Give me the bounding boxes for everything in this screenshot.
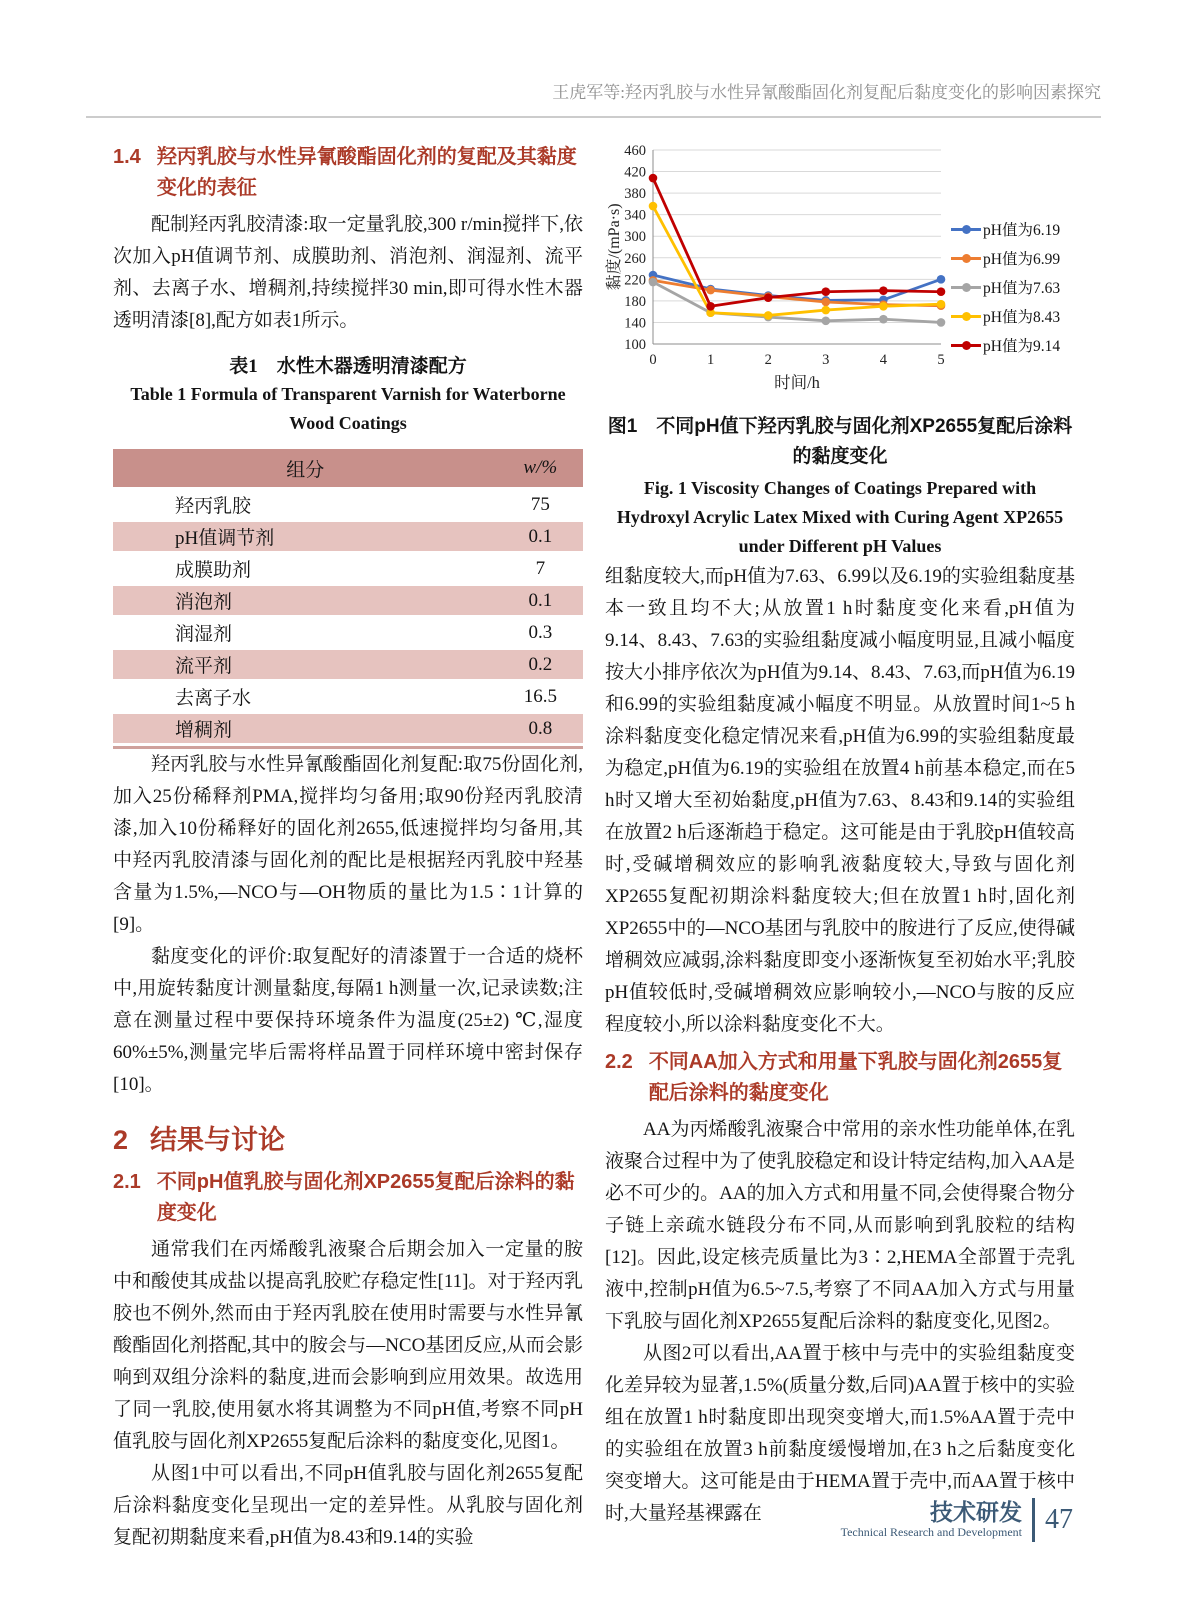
wpercent-cell: 0.1 — [498, 586, 583, 615]
section-number: 2 — [113, 1125, 129, 1155]
legend-marker-icon — [951, 315, 981, 318]
svg-text:140: 140 — [624, 315, 646, 332]
table-row — [113, 714, 583, 743]
svg-text:180: 180 — [624, 293, 646, 310]
svg-text:420: 420 — [624, 164, 646, 181]
data-point — [649, 278, 658, 287]
table1-header-wpercent: w/% — [498, 449, 583, 487]
svg-text:460: 460 — [624, 143, 646, 159]
legend-label: pH值为6.19 — [983, 222, 1061, 239]
legend-item — [951, 247, 1060, 269]
section-number: 1.4 — [113, 146, 141, 168]
paragraph: 组黏度较大,而pH值为7.63、6.99以及6.19的实验组黏度基本一致且均不大;从放置1 h时黏度变化来看,pH值为9.14、8.43、7.63的实验组黏度减小幅度明显,且减小幅度按大小排序依次为pH值为9.14、8.43、7.63,而pH值为6.19和6.99的实验组黏度减小幅度不明显。从放置时间1~5 h涂料黏度变化稳定情况来看,pH值为6.99的实验组黏度最为稳定,pH值为6.19的实验组在放置4 h前基本稳定,而在5 h时又增大至初始黏度,pH值为7.63、8.43和9.14的实验组在放置2 h后逐渐趋于稳定。这可能是由于乳胶pH值较高时,受碱增稠效应的影响乳液黏度较大,导致与固化剂XP2655复配初期涂料黏度较大;但在放置1 h时,固化剂XP2655中的—NCO基团与乳胶中的胺进行了反应,使得碱增稠效应减弱,涂料黏度即变小逐渐恢复至初始水平;乳胶pH值较低时,受碱增稠效应影响较小,—NCO与胺的反应程度较小,所以涂料黏度变化不大。 — [605, 566, 1075, 1035]
legend-marker-icon — [951, 257, 981, 260]
svg-text:5: 5 — [937, 352, 945, 368]
paragraph: 羟丙乳胶与水性异氰酸酯固化剂复配:取75份固化剂,加入25份稀释剂PMA,搅拌均匀备用;取90份羟丙乳胶清漆,加入10份稀释好的固化剂2655,低速搅拌均匀备用,其中羟丙乳胶清漆与固化剂的配比是根据羟丙乳胶中羟基含量为1.5%,—NCO与—OH物质的量比为1.5∶1计算的[9]。 — [113, 754, 583, 935]
figure1-caption-en: Fig. 1 Viscosity Changes of Coatings Prepared with Hydroxyl Acrylic Latex Mixed with Curing Agent XP2655 under Different pH Values — [616, 478, 1064, 556]
two-column-content — [113, 136, 1075, 1554]
data-point — [937, 275, 946, 284]
svg-text:300: 300 — [624, 229, 646, 246]
svg-text:2: 2 — [764, 352, 772, 368]
legend-dot-icon — [962, 225, 971, 234]
footer-labels — [841, 1500, 1032, 1540]
data-point — [879, 302, 888, 311]
legend-dot-icon — [962, 283, 971, 292]
footer-section-en: Technical Research and Development — [840, 1525, 1022, 1539]
data-point — [822, 306, 831, 315]
chart-legend — [951, 218, 1060, 356]
table-row — [113, 490, 583, 519]
figure1-caption-cn: 图1 不同pH值下羟丙乳胶与固化剂XP2655复配后涂料的黏度变化 — [607, 416, 1073, 467]
table-row — [113, 618, 583, 647]
paragraph: 配制羟丙乳胶清漆:取一定量乳胶,300 r/min搅拌下,依次加入pH值调节剂、成膜助剂、消泡剂、润湿剂、流平剂、去离子水、增稠剂,持续搅拌30 min,即可得水性木器透明清漆[8],配方如表1所示。 — [113, 214, 583, 331]
table-row — [113, 650, 583, 679]
running-head: 王虎军等:羟丙乳胶与水性异氰酸酯固化剂复配后黏度变化的影响因素探究 — [86, 78, 1101, 118]
legend-dot-icon — [962, 341, 971, 350]
data-point — [822, 298, 831, 307]
page-footer — [841, 1498, 1073, 1542]
data-point — [764, 311, 773, 320]
legend-label: pH值为6.99 — [983, 251, 1061, 268]
legend-item — [951, 334, 1060, 356]
svg-text:3: 3 — [822, 352, 830, 368]
wpercent-cell: 0.3 — [528, 621, 553, 643]
wpercent-cell: 0.1 — [498, 522, 583, 551]
table1-caption-cn: 表1 水性木器透明清漆配方 — [229, 356, 467, 377]
section-heading-2 — [113, 1123, 583, 1157]
data-point — [937, 300, 946, 309]
legend-item — [951, 276, 1060, 298]
section-heading-2-1 — [113, 1167, 583, 1229]
table1-header-row — [113, 449, 583, 487]
paragraph: 黏度变化的评价:取复配好的清漆置于一合适的烧杯中,用旋转黏度计测量黏度,每隔1 h测量一次,记录读数;注意在测量过程中要保持环境条件为温度(25±2) ℃,湿度60%±5%,测量完毕后需将样品置于同样环境中密封保存[10]。 — [113, 946, 583, 1095]
svg-text:0: 0 — [649, 352, 657, 368]
svg-text:260: 260 — [624, 250, 646, 267]
wpercent-cell: 0.8 — [498, 714, 583, 743]
component-cell: 流平剂 — [113, 650, 498, 679]
data-point — [822, 287, 831, 296]
table1-caption-en-line1: Table 1 Formula of Transparent Varnish for Waterborne — [130, 384, 566, 404]
data-point — [937, 318, 946, 327]
legend-item — [951, 218, 1060, 240]
data-point — [822, 317, 831, 326]
section-heading-1-4 — [113, 142, 583, 204]
figure1-line-chart — [605, 140, 1075, 398]
legend-label: pH值为8.43 — [983, 309, 1061, 326]
svg-text:4: 4 — [879, 352, 888, 368]
wpercent-cell: 7 — [535, 557, 546, 579]
legend-label: pH值为7.63 — [983, 280, 1061, 297]
component-cell: pH值调节剂 — [113, 522, 498, 551]
component-cell: 增稠剂 — [113, 714, 498, 743]
paragraph: 从图2可以看出,AA置于核中与壳中的实验组黏度变化差异较为显著,1.5%(质量分数,后同)AA置于核中的实验组在放置1 h时黏度即出现突变增大,而1.5%AA置于壳中的实验组在放置3 h前黏度缓慢增加,在3 h之后黏度变化突变增大。这可能是由于HEMA置于壳中,而AA置于核中时,大量羟基裸露在 — [605, 1343, 1075, 1524]
svg-text:340: 340 — [624, 207, 646, 224]
svg-text:380: 380 — [624, 186, 646, 203]
data-point — [764, 293, 773, 302]
paragraph: 从图1中可以看出,不同pH值乳胶与固化剂2655复配后涂料黏度变化呈现出一定的差异性。从乳胶与固化剂复配初期黏度来看,pH值为8.43和9.14的实验 — [113, 1463, 583, 1548]
table-row — [113, 682, 583, 711]
data-point — [879, 286, 888, 295]
component-cell: 消泡剂 — [113, 586, 498, 615]
x-axis-label: 时间/h — [774, 373, 820, 392]
data-point — [879, 315, 888, 324]
legend-marker-icon — [951, 286, 981, 289]
data-point — [706, 302, 715, 311]
wpercent-cell: 0.2 — [498, 650, 583, 679]
legend-label: pH值为9.14 — [983, 338, 1061, 355]
section-title: 结果与讨论 — [150, 1125, 286, 1155]
viscosity-chart-svg — [605, 140, 953, 398]
data-point — [706, 286, 715, 295]
data-point — [649, 202, 658, 211]
data-point — [649, 174, 658, 183]
component-cell: 羟丙乳胶 — [175, 496, 252, 517]
table-row — [113, 586, 583, 615]
svg-text:100: 100 — [624, 337, 646, 353]
left-column — [113, 136, 583, 1554]
section-number: 2.1 — [113, 1171, 141, 1193]
paragraph: AA为丙烯酸乳液聚合中常用的亲水性功能单体,在乳液聚合过程中为了使乳胶稳定和设计特定结构,加入AA是必不可少的。AA的加入方式和用量不同,会使得聚合物分子链上亲疏水链段分布不同,从而影响到乳胶粒的结构[12]。因此,设定核壳质量比为3∶2,HEMA全部置于壳乳液中,控制pH值为6.5~7.5,考察了不同AA加入方式与用量下乳胶与固化剂XP2655复配后涂料的黏度变化,见图2。 — [605, 1119, 1075, 1332]
svg-text:1: 1 — [706, 352, 715, 368]
page-number: 47 — [1045, 1504, 1073, 1535]
paragraph: 通常我们在丙烯酸乳液聚合后期会加入一定量的胺中和酸使其成盐以提高乳胶贮存稳定性[11]。对于羟丙乳胶也不例外,然而由于羟丙乳胶在使用时需要与水性异氰酸酯固化剂搭配,其中的胺会与—NCO基团反应,从而会影响到双组分涂料的黏度,进而会影响到应用效果。故选用了同一乳胶,使用氨水将其调整为不同pH值,考察不同pH值乳胶与固化剂XP2655复配后涂料的黏度变化,见图1。 — [113, 1239, 583, 1452]
data-point — [937, 287, 946, 296]
component-cell: 成膜助剂 — [175, 560, 252, 581]
section-number: 2.2 — [605, 1051, 633, 1073]
footer-section-cn: 技术研发 — [930, 1499, 1022, 1525]
legend-marker-icon — [951, 344, 981, 347]
section-title: 不同AA加入方式和用量下乳胶与固化剂2655复配后涂料的黏度变化 — [648, 1051, 1063, 1104]
section-title: 羟丙乳胶与水性异氰酸酯固化剂的复配及其黏度变化的表征 — [156, 146, 577, 199]
legend-dot-icon — [962, 312, 971, 321]
table-row — [113, 554, 583, 583]
table1-caption-en-line2: Wood Coatings — [289, 413, 407, 433]
y-axis-label: 黏度/(mPa·s) — [606, 203, 623, 291]
component-cell: 润湿剂 — [175, 624, 233, 645]
right-column — [605, 136, 1075, 1554]
section-title: 不同pH值乳胶与固化剂XP2655复配后涂料的黏度变化 — [156, 1171, 575, 1224]
wpercent-cell: 16.5 — [523, 685, 557, 707]
wpercent-cell: 75 — [530, 493, 550, 515]
legend-dot-icon — [962, 254, 971, 263]
section-heading-2-2 — [605, 1047, 1075, 1109]
legend-marker-icon — [951, 228, 981, 231]
legend-item — [951, 305, 1060, 327]
svg-text:220: 220 — [624, 272, 646, 289]
table1-formula — [113, 446, 583, 749]
table-row — [113, 522, 583, 551]
table1-header-component: 组分 — [113, 449, 498, 487]
component-cell: 去离子水 — [175, 688, 252, 709]
